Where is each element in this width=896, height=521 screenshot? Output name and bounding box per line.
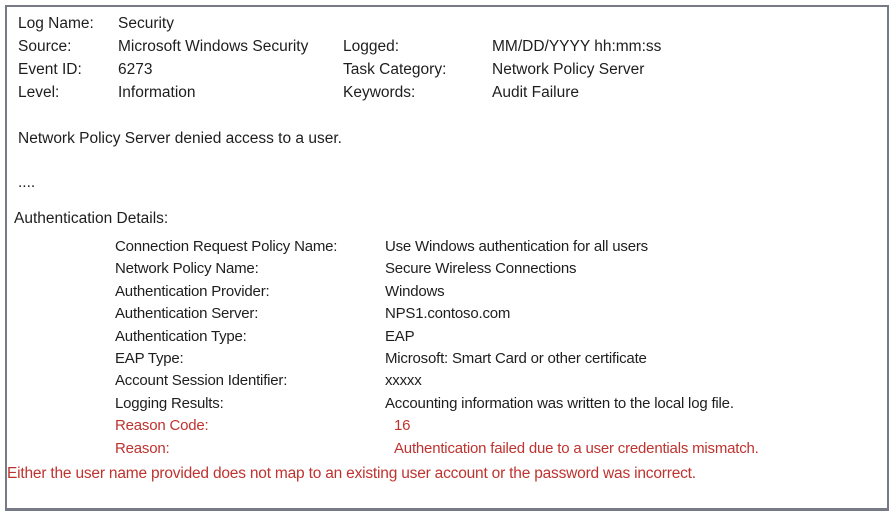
detail-row [18,393,879,415]
detail-value: Secure Wireless Connections [385,260,577,278]
field-value: Microsoft Windows Security [118,38,309,55]
detail-label: Network Policy Name: [115,260,259,278]
detail-label: Authentication Server: [115,305,259,323]
detail-label: Reason: [115,439,170,457]
ellipsis: .... [18,174,36,191]
detail-value: xxxxx [385,372,422,390]
detail-value: 16 [394,417,411,435]
field-value: Network Policy Server [492,61,645,78]
authentication-details-list [18,236,879,460]
reason-explanation-note: Either the user name provided does not map to an existing user account or the password was incorrect. [7,465,696,483]
detail-value: NPS1.contoso.com [385,305,511,323]
authentication-details-heading: Authentication Details: [14,210,169,227]
detail-value: EAP [385,327,415,345]
detail-row [18,236,879,258]
event-description: Network Policy Server denied access to a user. [18,130,342,147]
detail-row-reason-code [18,415,879,437]
detail-value: Use Windows authentication for all users [385,238,648,255]
event-header [18,12,879,104]
field-value: 6273 [118,61,153,78]
detail-label: Account Session Identifier: [115,372,288,390]
detail-value: Accounting information was written to the local log file. [385,394,734,412]
detail-row [18,303,879,325]
detail-row [18,348,879,370]
field-label: Level: [18,84,60,101]
detail-value: Microsoft: Smart Card or other certificate [385,350,647,368]
field-value: MM/DD/YYYY hh:mm:ss [492,38,662,55]
header-row [18,12,879,35]
field-label: Log Name: [18,15,94,32]
field-label: Logged: [343,38,400,55]
field-value [492,12,879,35]
detail-value: Windows [385,282,445,300]
detail-value: Authentication failed due to a user credentials mismatch. [394,439,759,457]
detail-label: Authentication Type: [115,327,247,345]
detail-label: Connection Request Policy Name: [115,238,338,255]
field-label: Keywords: [343,84,416,101]
event-log-panel [5,5,889,511]
detail-row-reason [18,438,879,460]
field-value: Information [118,84,196,101]
field-value: Audit Failure [492,84,580,101]
field-label: Task Category: [343,61,447,78]
detail-row [18,281,879,303]
header-row [18,58,879,81]
header-row [18,81,879,104]
detail-label: Reason Code: [115,417,209,435]
detail-label: Logging Results: [115,394,224,412]
detail-row [18,370,879,392]
field-label [343,12,492,35]
field-label: Event ID: [18,61,82,78]
detail-row [18,326,879,348]
detail-label: EAP Type: [115,350,184,368]
field-label: Source: [18,38,72,55]
header-row [18,35,879,58]
detail-row [18,258,879,280]
field-value: Security [118,15,174,32]
detail-label: Authentication Provider: [115,282,270,300]
